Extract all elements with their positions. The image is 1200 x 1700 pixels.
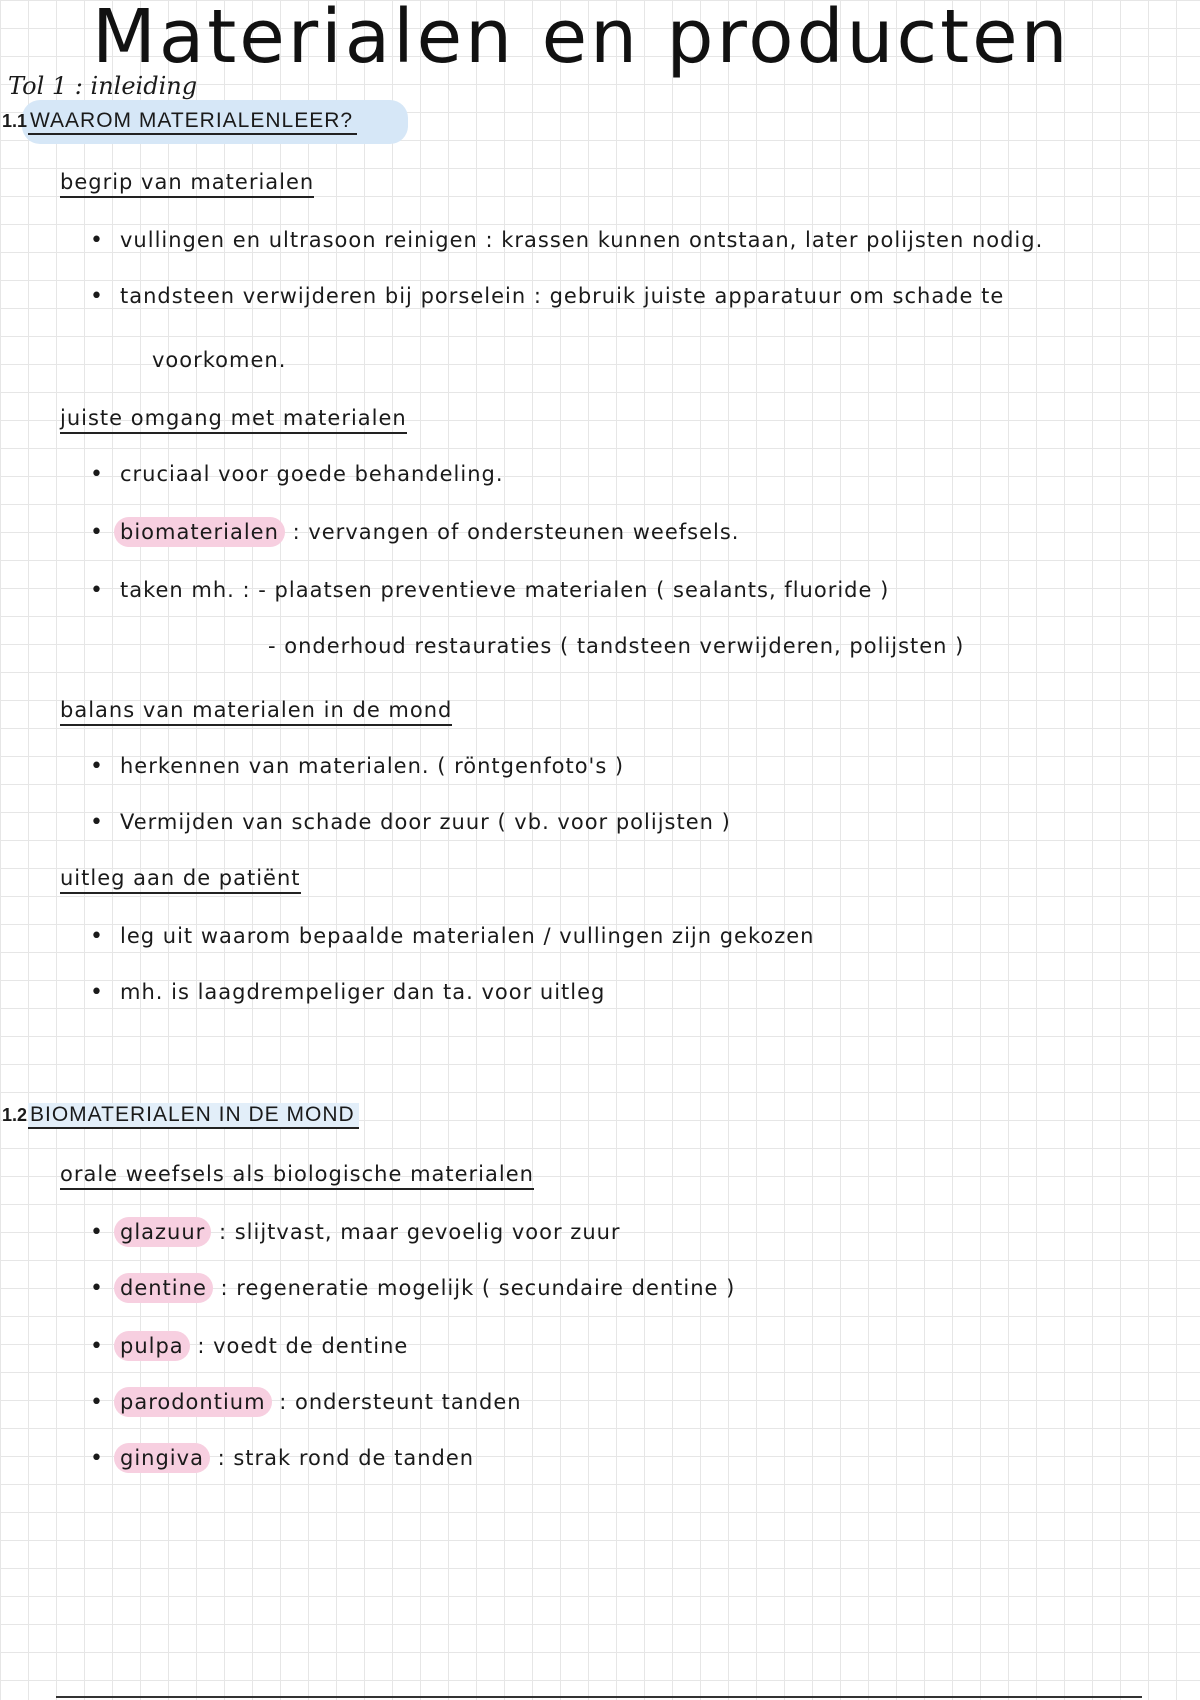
section-number: 1.1 (2, 111, 28, 131)
list-item: • pulpa : voedt de dentine (90, 1334, 408, 1359)
topic-title: uitleg aan de patiënt (60, 866, 301, 894)
list-item: • biomaterialen : vervangen of ondersteunen weefsels. (90, 520, 739, 545)
list-item-continuation: voorkomen. (152, 348, 287, 372)
list-item: • leg uit waarom bepaalde materialen / vullingen zijn gekozen (90, 924, 815, 949)
list-item: • gingiva : strak rond de tanden (90, 1446, 474, 1471)
chapter-label: Tol 1 : inleiding (8, 72, 198, 100)
list-item: • Vermijden van schade door zuur ( vb. voor polijsten ) (90, 810, 731, 835)
topic-title: begrip van materialen (60, 170, 314, 198)
section-heading: WAAROM MATERIALENLEER? (28, 109, 357, 135)
highlighted-term: dentine (114, 1273, 213, 1303)
section-number: 1.2 (2, 1105, 28, 1125)
section-heading: BIOMATERIALEN IN DE MOND (28, 1103, 359, 1129)
list-item: • tandsteen verwijderen bij porselein : gebruik juiste apparatuur om schade te (90, 284, 1005, 309)
topic-title: balans van materialen in de mond (60, 698, 452, 726)
highlighted-term: glazuur (114, 1217, 211, 1247)
highlighted-term: biomaterialen (114, 517, 285, 547)
list-item: • herkennen van materialen. ( röntgenfoto's ) (90, 754, 625, 779)
list-item: • dentine : regeneratie mogelijk ( secundaire dentine ) (90, 1276, 735, 1301)
page-title: Materialen en producten (92, 0, 1071, 80)
list-item: • taken mh. : - plaatsen preventieve materialen ( sealants, fluoride ) (90, 578, 890, 603)
highlighted-term: parodontium (114, 1387, 272, 1417)
page-divider (56, 1696, 1142, 1698)
list-item: • parodontium : ondersteunt tanden (90, 1390, 522, 1415)
highlighted-term: pulpa (114, 1331, 190, 1361)
list-item: • glazuur : slijtvast, maar gevoelig voor zuur (90, 1220, 621, 1245)
list-item: • cruciaal voor goede behandeling. (90, 462, 504, 487)
list-item-continuation: - onderhoud restauraties ( tandsteen verwijderen, polijsten ) (268, 634, 965, 658)
list-item: • mh. is laagdrempeliger dan ta. voor uitleg (90, 980, 606, 1005)
topic-title: juiste omgang met materialen (60, 406, 407, 434)
list-item: • vullingen en ultrasoon reinigen : krassen kunnen ontstaan, later polijsten nodig. (90, 228, 1044, 253)
topic-title: orale weefsels als biologische materialen (60, 1162, 534, 1190)
highlighted-term: gingiva (114, 1443, 210, 1473)
